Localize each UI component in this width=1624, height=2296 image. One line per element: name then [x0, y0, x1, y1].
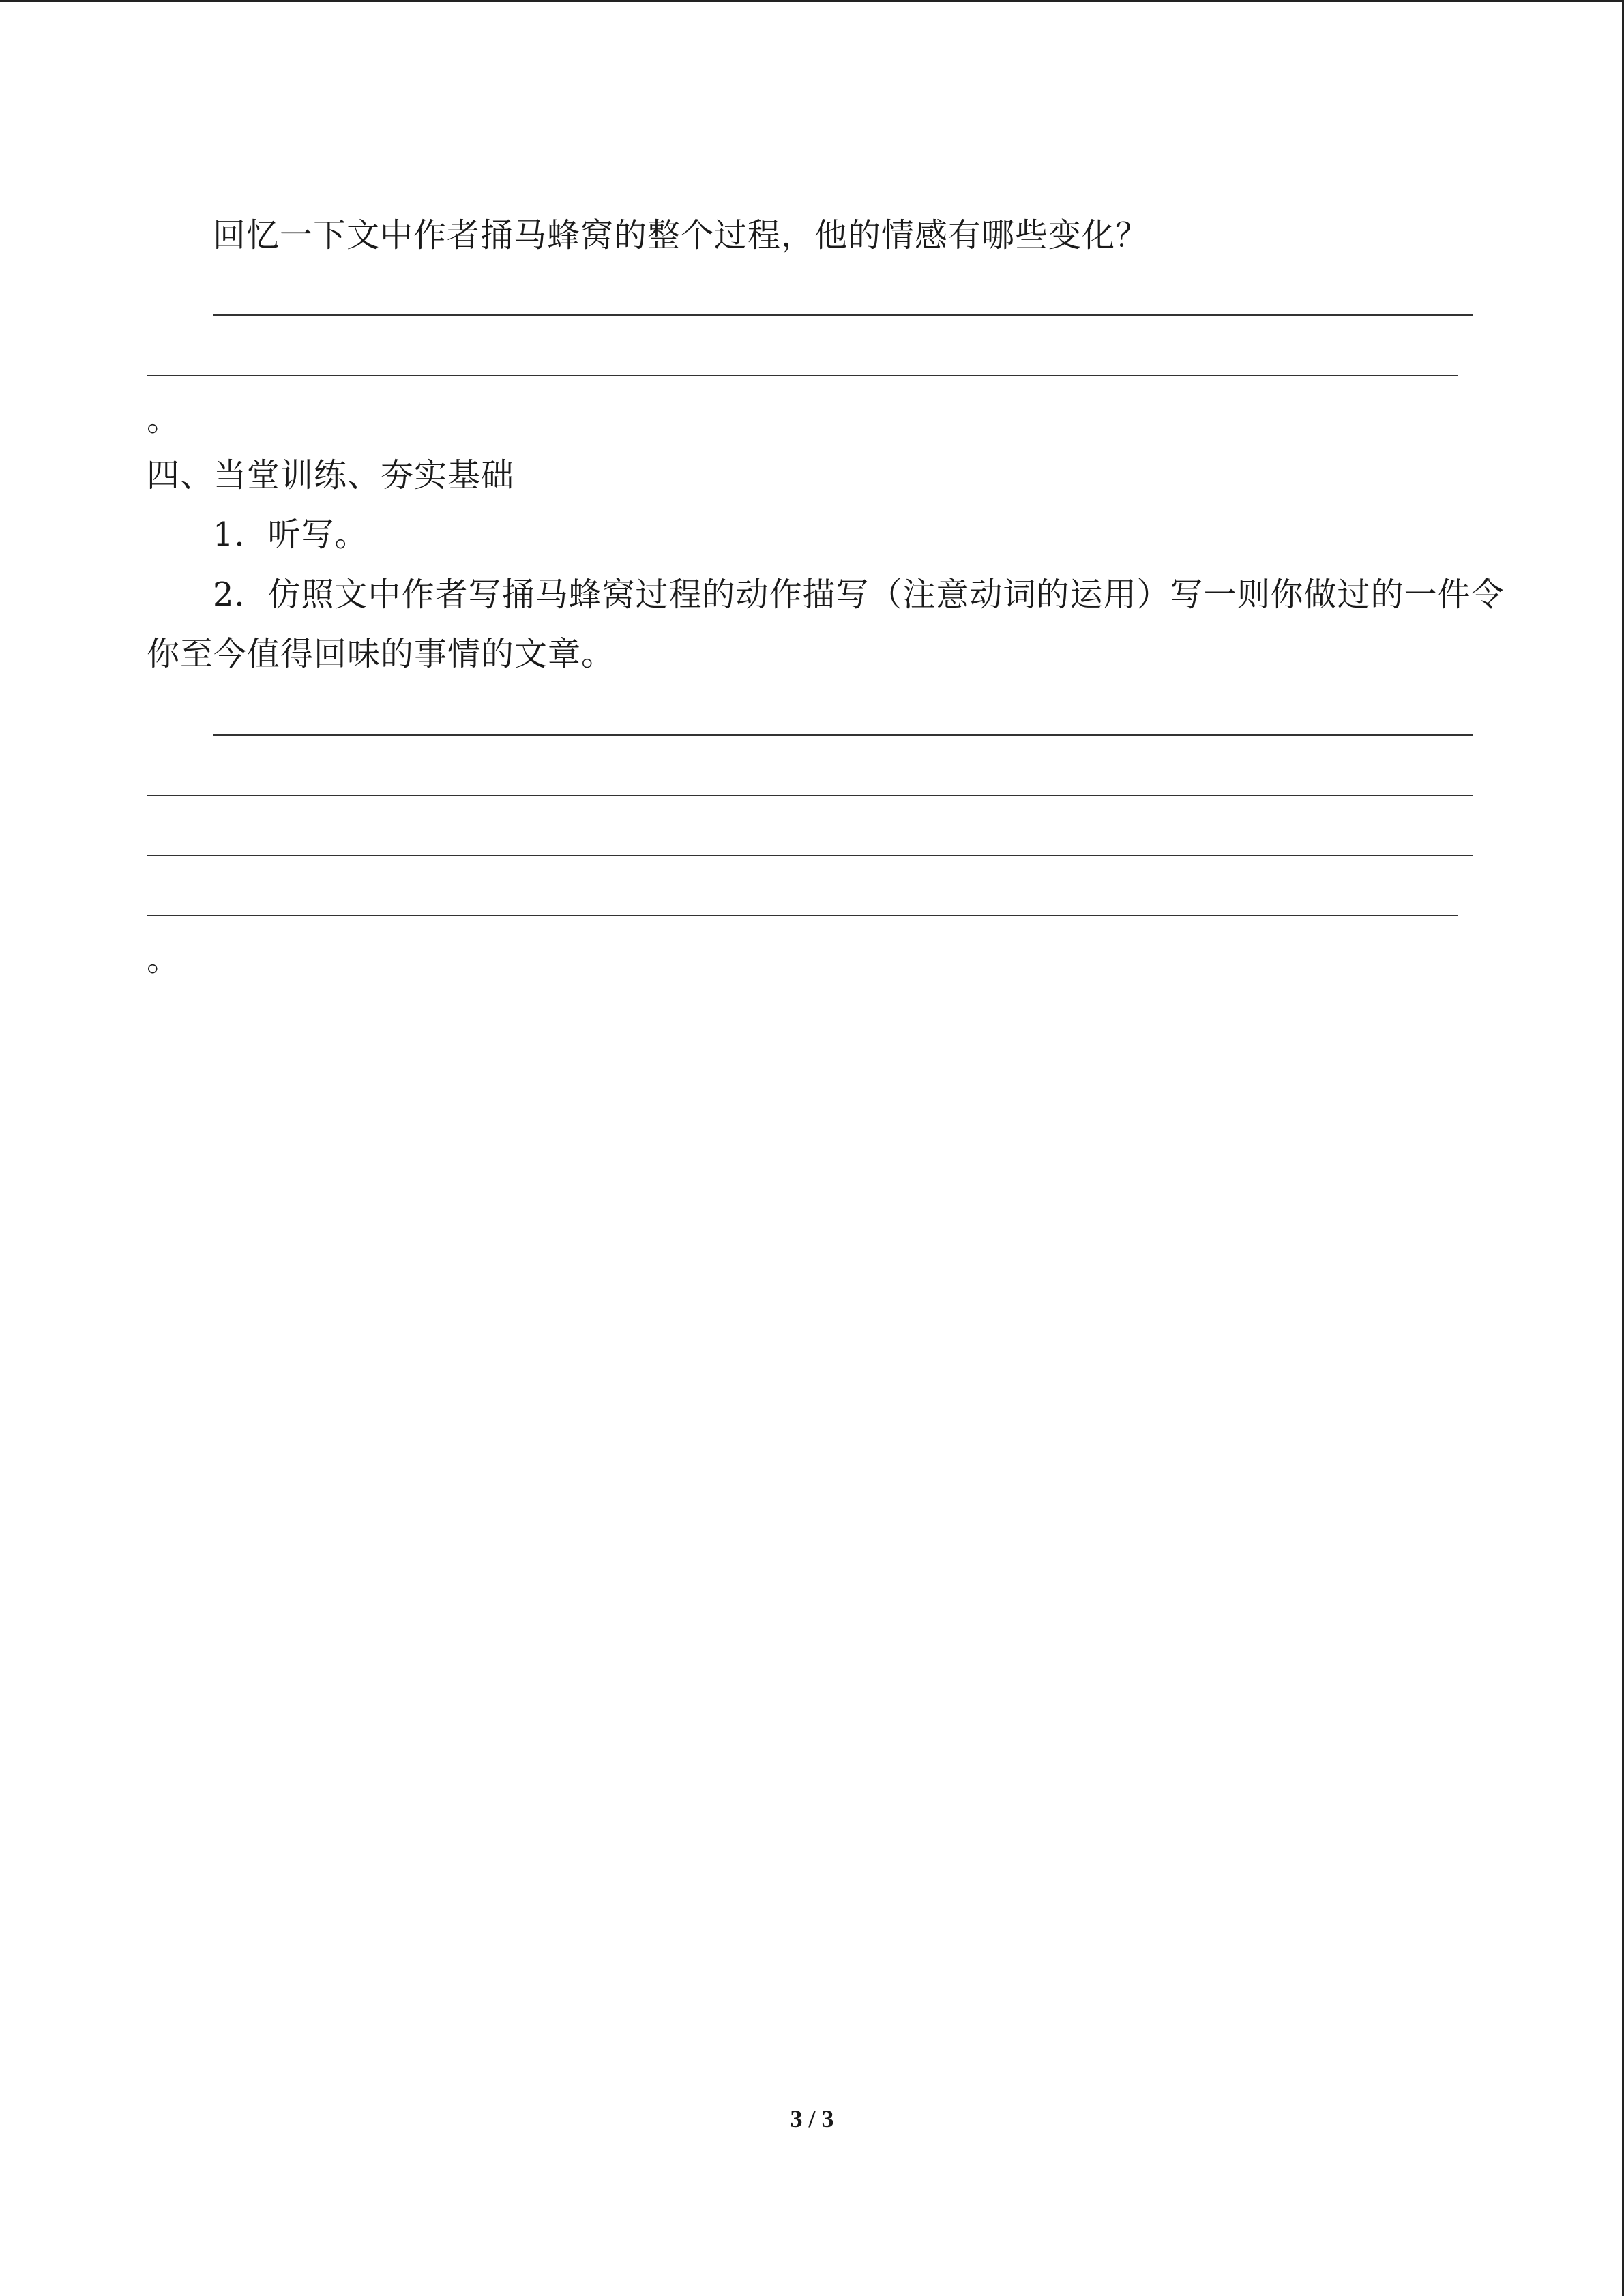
writing-line-3[interactable] [147, 855, 1473, 856]
section-heading: 四、当堂训练、夯实基础 [147, 456, 515, 494]
item-dictation: 1．听写。 [213, 516, 368, 554]
item-writing-prompt-line1: 2．仿照文中作者写捅马蜂窝过程的动作描写（注意动词的运用）写一则你做过的一件令 [213, 576, 1505, 614]
answer-line-1[interactable] [213, 314, 1473, 316]
answer-line-2[interactable] [147, 375, 1458, 376]
page-top-border [0, 0, 1624, 2]
item-writing-prompt-line2: 你至今值得回味的事情的文章。 [147, 635, 615, 673]
answer-end-mark: 。 [147, 400, 181, 438]
writing-end-mark: 。 [147, 940, 181, 979]
writing-line-1[interactable] [213, 734, 1473, 736]
page-number: 3 / 3 [790, 2105, 834, 2132]
writing-line-4[interactable] [147, 915, 1458, 916]
question-emotion-change: 回忆一下文中作者捅马蜂窝的整个过程，他的情感有哪些变化？ [213, 216, 1149, 254]
writing-line-2[interactable] [147, 795, 1473, 796]
